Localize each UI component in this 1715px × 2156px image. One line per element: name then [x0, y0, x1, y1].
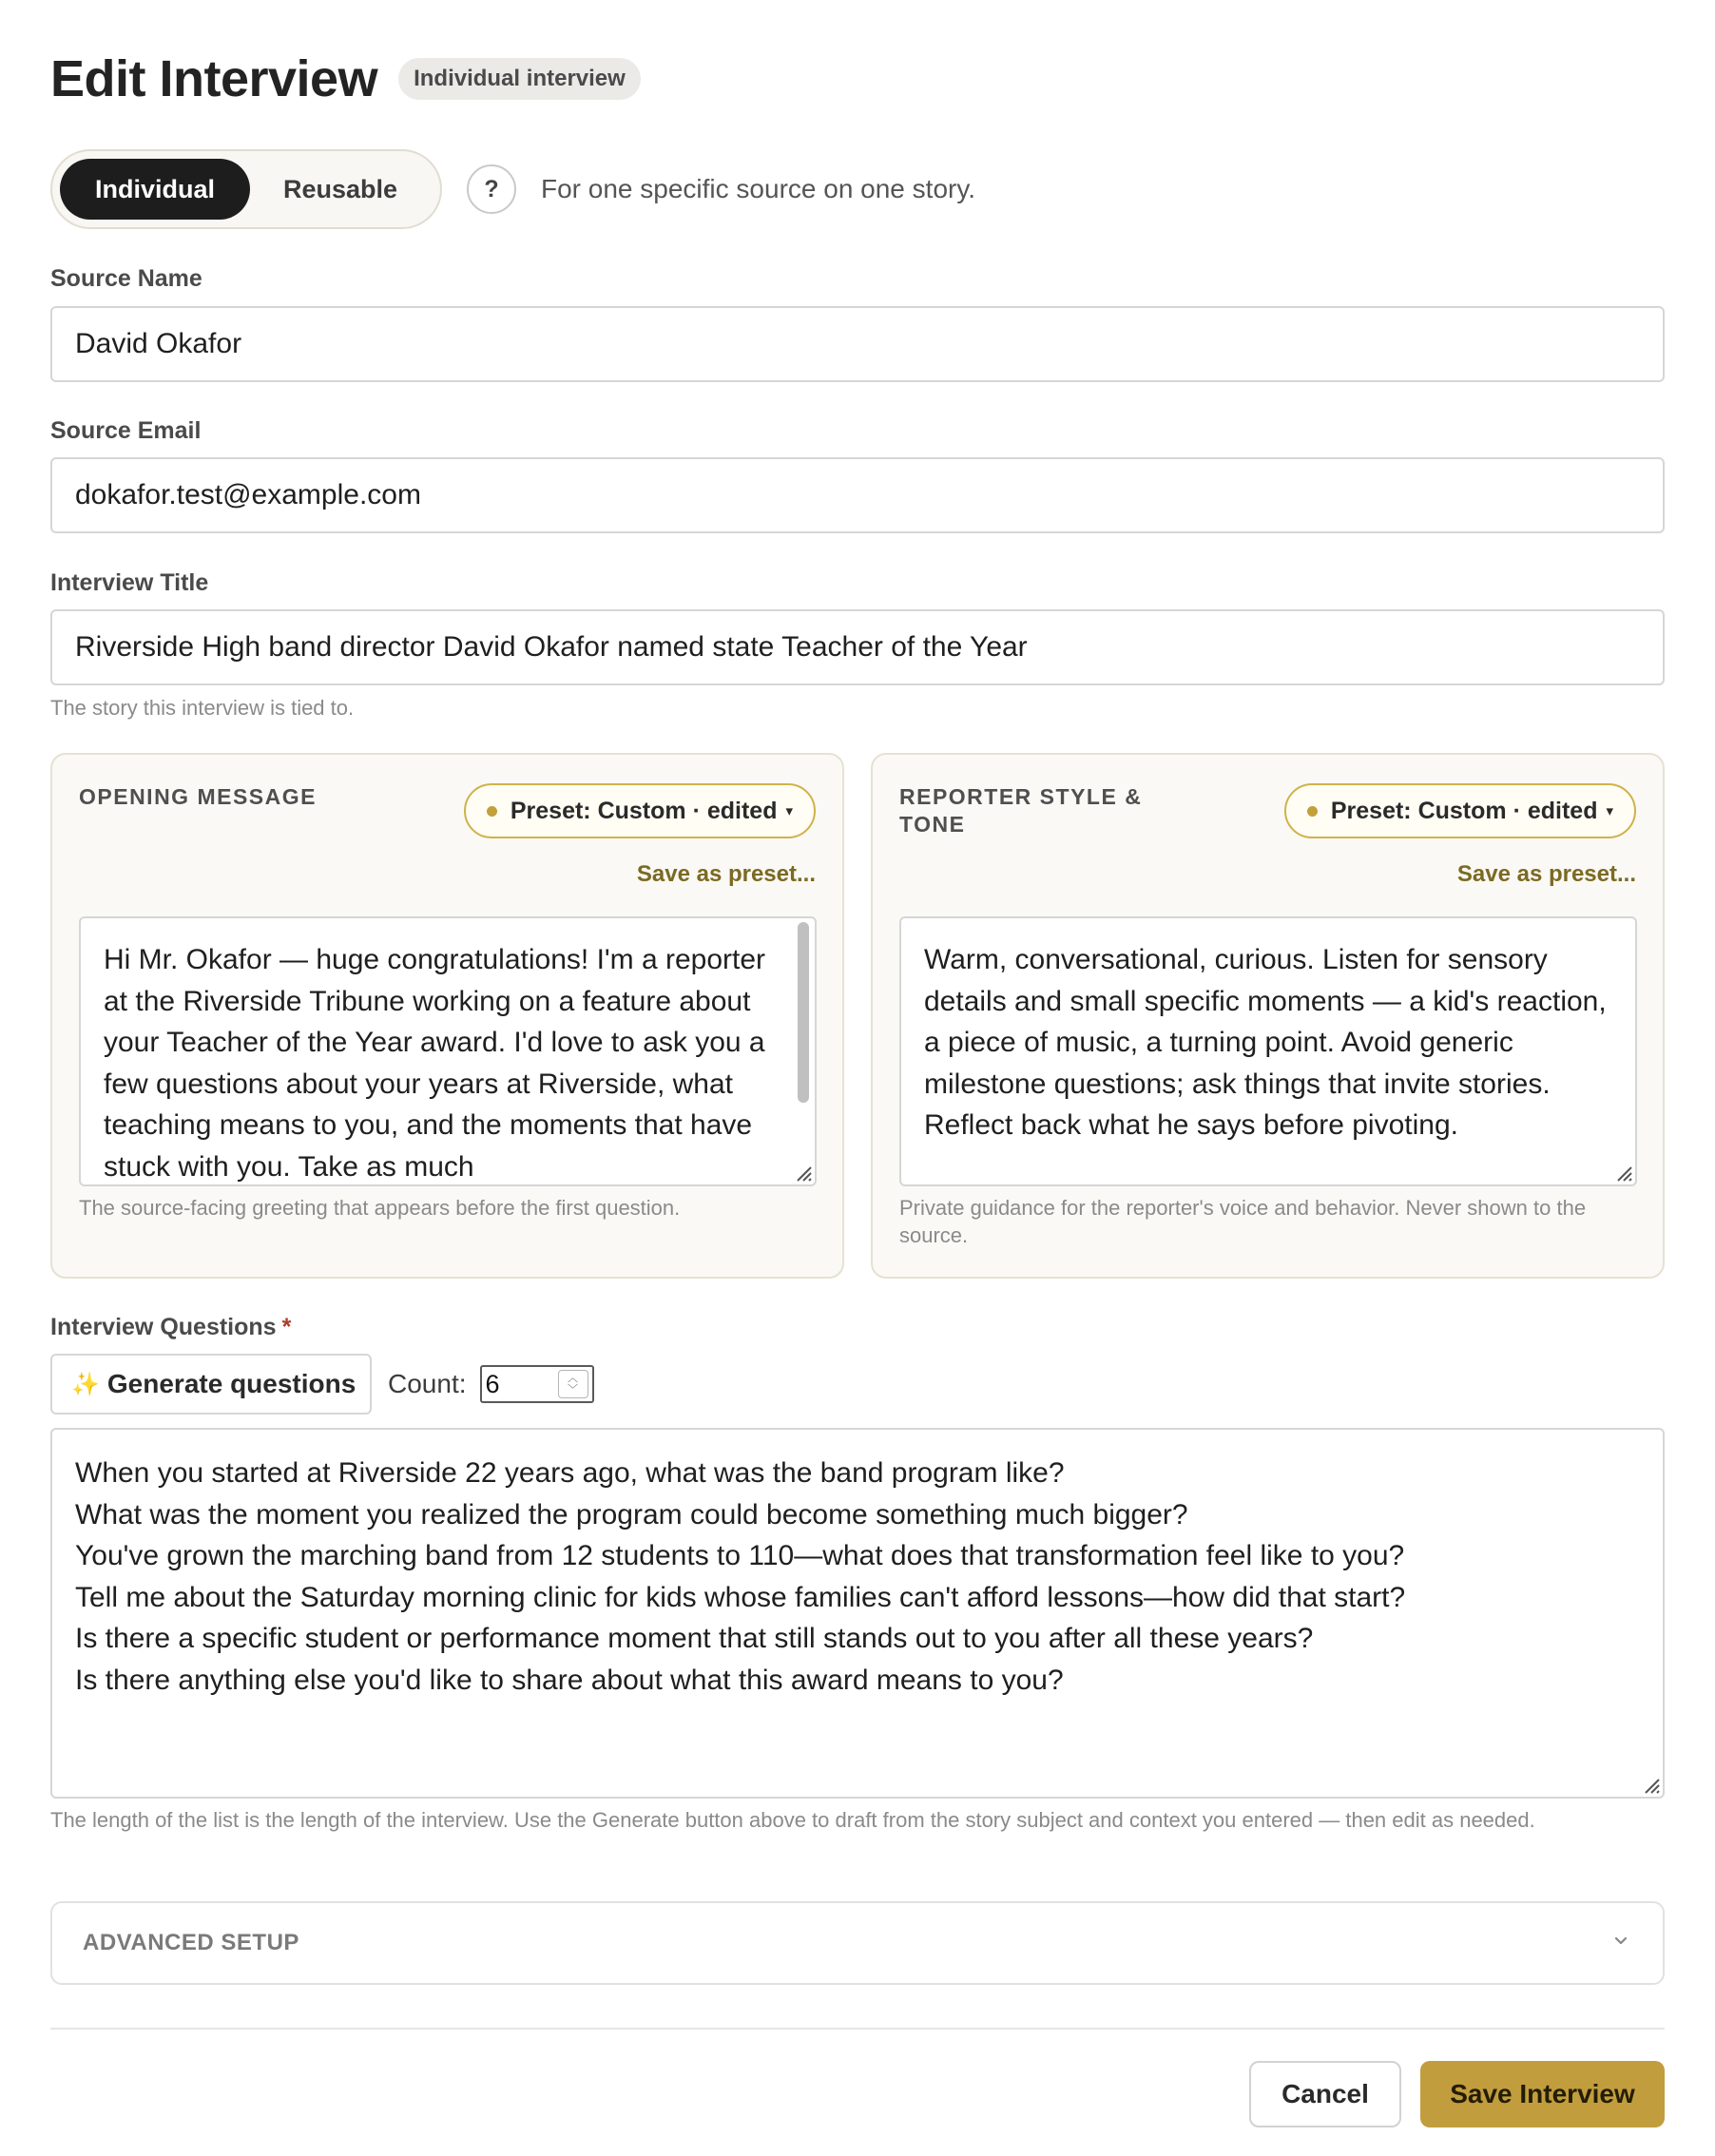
generate-questions-label: Generate questions — [106, 1369, 356, 1398]
opening-message-card — [50, 753, 844, 1279]
question-line: You've grown the marching band from 12 students to 110—what does that transformation feel like to you? — [75, 1540, 1405, 1571]
resize-handle-icon[interactable] — [1612, 1162, 1633, 1183]
source-email-label: Source Email — [50, 417, 202, 444]
preset-status-dot — [1307, 806, 1318, 817]
interview-questions-textarea[interactable] — [50, 1428, 1665, 1799]
sparkles-icon: ✨ — [71, 1371, 100, 1397]
reporter-style-title: REPORTER STYLE & TONE — [899, 784, 1143, 837]
reporter-style-card — [871, 753, 1665, 1279]
page-title: Edit Interview — [50, 50, 378, 107]
caret-down-icon: ▾ — [1606, 803, 1613, 819]
save-interview-button[interactable]: Save Interview — [1420, 2061, 1665, 2127]
question-line: When you started at Riverside 22 years ago, what was the band program like? — [75, 1457, 1065, 1489]
interview-questions-hint: The length of the list is the length of the interview. Use the Generate button above to draft from the story subject and context you entered — then edit as needed. — [50, 1808, 1535, 1832]
footer-divider — [50, 2028, 1665, 2030]
question-line: Is there anything else you'd like to share about what this award means to you? — [75, 1664, 1064, 1696]
opening-message-textarea[interactable] — [79, 916, 817, 1186]
opening-message-hint: The source-facing greeting that appears before the first question. — [79, 1196, 681, 1220]
mode-individual-button[interactable]: Individual — [60, 159, 250, 220]
mode-reusable-button[interactable]: Reusable — [282, 174, 398, 203]
reporter-style-textarea[interactable] — [899, 916, 1637, 1186]
interview-title-label: Interview Title — [50, 569, 209, 596]
mode-toggle — [50, 149, 442, 229]
interview-questions-label-text: Interview Questions — [50, 1314, 277, 1340]
reporter-style-hint: Private guidance for the reporter's voice and behavior. Never shown to the source. — [899, 1196, 1587, 1247]
advanced-setup-label: ADVANCED SETUP — [83, 1930, 299, 1955]
preset-label: Preset: Custom · edited — [510, 797, 778, 824]
chevron-down-icon — [1611, 1932, 1630, 1951]
cancel-button[interactable]: Cancel — [1249, 2061, 1401, 2127]
count-stepper[interactable] — [558, 1370, 588, 1398]
mode-description: For one specific source on one story. — [541, 174, 976, 203]
question-line: Tell me about the Saturday morning clinic for kids whose families can't afford lessons—how did that start? — [75, 1581, 1406, 1613]
source-name-label: Source Name — [50, 265, 202, 292]
count-input[interactable] — [480, 1365, 594, 1403]
resize-handle-icon[interactable] — [1640, 1774, 1661, 1795]
count-value: 6 — [485, 1369, 500, 1398]
source-email-input[interactable] — [50, 457, 1665, 533]
preset-status-dot — [487, 806, 497, 817]
page-header — [50, 49, 641, 108]
count-label: Count: — [388, 1369, 467, 1398]
opening-message-save-preset-link[interactable]: Save as preset... — [636, 861, 816, 887]
chevron-down-icon[interactable]: ﹀ — [568, 1384, 578, 1396]
required-marker: * — [281, 1314, 292, 1340]
generate-questions-button[interactable] — [50, 1354, 372, 1415]
interview-title-hint: The story this interview is tied to. — [50, 696, 355, 720]
scrollbar-thumb[interactable] — [798, 922, 809, 1103]
source-name-input[interactable] — [50, 306, 1665, 382]
question-line: Is there a specific student or performance moment that still stands out to you after all these years? — [75, 1623, 1314, 1654]
interview-type-badge: Individual interview — [398, 58, 641, 100]
opening-message-preset-dropdown[interactable] — [464, 783, 816, 838]
advanced-setup-toggle[interactable] — [50, 1901, 1665, 1985]
caret-down-icon: ▾ — [785, 803, 793, 819]
reporter-style-text: Warm, conversational, curious. Listen for sensory details and small specific moments — a kid's reaction, a piece of music, a turning point. Avoid generic milestone questions; ask things that invite stories. Reflect back what he says before pivoting. — [924, 944, 1607, 1141]
mode-row — [50, 149, 975, 229]
interview-questions-label — [50, 1314, 291, 1341]
resize-handle-icon[interactable] — [792, 1162, 813, 1183]
preset-label: Preset: Custom · edited — [1330, 797, 1598, 824]
question-mark-icon[interactable]: ? — [467, 164, 516, 214]
generate-row — [50, 1354, 594, 1415]
reporter-style-preset-dropdown[interactable] — [1284, 783, 1636, 838]
opening-message-title: OPENING MESSAGE — [79, 784, 317, 809]
question-line: What was the moment you realized the program could become something much bigger? — [75, 1498, 1188, 1530]
opening-message-text: Hi Mr. Okafor — huge congratulations! I'm a reporter at the Riverside Tribune working on a feature about your Teacher of the Year award. I'd love to ask you a few questions about your years at Riverside, what teaching means to you, and the moments that have stuck with you. Take as much — [104, 944, 766, 1183]
chevron-up-icon[interactable]: ︿ — [568, 1373, 578, 1384]
reporter-style-save-preset-link[interactable]: Save as preset... — [1456, 861, 1636, 887]
interview-title-input[interactable] — [50, 609, 1665, 685]
